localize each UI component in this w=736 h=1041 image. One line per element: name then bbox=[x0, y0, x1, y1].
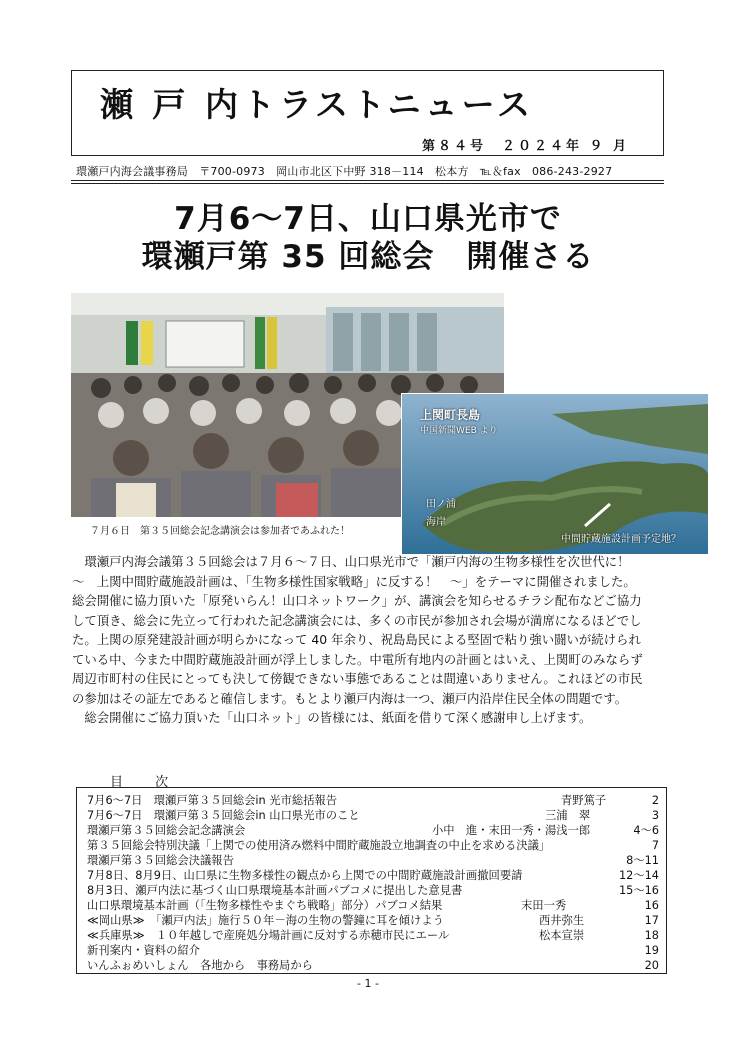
toc-item-page: 3 bbox=[651, 809, 659, 822]
toc-item-page: 7 bbox=[651, 839, 659, 852]
toc-item-page: 4～6 bbox=[633, 824, 659, 837]
body-line: の参加はその証左であると確信します。もとより瀬戸内海は一つ、瀬戸内沿岸住民全体の問題です。 bbox=[72, 690, 628, 706]
toc-item-title: 7月8日、8月9日、山口県に生物多様性の観点から上関での中間貯蔵施設計画撤回要請 bbox=[87, 869, 523, 882]
toc-heading: 目 次 bbox=[110, 775, 183, 790]
divider-top bbox=[71, 180, 664, 181]
toc-item[interactable] bbox=[87, 839, 665, 852]
toc-item[interactable] bbox=[87, 869, 665, 882]
article-body bbox=[72, 552, 672, 728]
toc-item-page: 17 bbox=[644, 914, 659, 927]
headline-line-1: 7月6～7日、山口県光市で bbox=[174, 201, 562, 237]
toc-item[interactable] bbox=[87, 884, 665, 897]
toc-item[interactable] bbox=[87, 809, 665, 822]
toc-item-title: 8月3日、瀬戸内法に基づく山口県環境基本計画パブコメに提出した意見書 bbox=[87, 884, 463, 897]
toc-item[interactable] bbox=[87, 794, 665, 807]
toc-item[interactable] bbox=[87, 929, 665, 942]
toc-item[interactable] bbox=[87, 959, 665, 972]
body-line: 総会開催にご協力頂いた「山口ネット」の皆様には、紙面を借りて深く感謝申し上げます。 bbox=[72, 710, 592, 725]
issue-number: 第８４号 ２０２４年 ９ 月 bbox=[421, 139, 629, 154]
toc-item-page: 2 bbox=[651, 794, 659, 807]
toc-item-page: 19 bbox=[644, 944, 659, 957]
toc-item-title: 環瀬戸第３５回総会決議報告 bbox=[87, 854, 234, 867]
toc-item-title: 山口県環境基本計画（「生物多様性やまぐち戦略」部分）パブコメ結果 bbox=[87, 899, 443, 912]
toc-item-author: 松本宣崇 bbox=[539, 929, 585, 942]
inset-label-coast: 海岸 bbox=[426, 517, 446, 528]
table-of-contents bbox=[76, 787, 667, 974]
toc-item-page: 15～16 bbox=[618, 884, 659, 897]
masthead-box bbox=[71, 70, 664, 156]
toc-item-page: 8～11 bbox=[626, 854, 659, 867]
toc-item-author: 西井弥生 bbox=[539, 914, 585, 927]
newsletter-title: 瀬 戸 内トラストニュース bbox=[100, 85, 535, 124]
toc-item[interactable] bbox=[87, 914, 665, 927]
toc-item-author: 小中 進・末田一秀・湯浅一郎 bbox=[432, 824, 591, 837]
toc-item[interactable] bbox=[87, 899, 665, 912]
toc-item-title: 7月6～7日 環瀬戸第３５回総会in 山口県光市のこと bbox=[87, 809, 360, 822]
toc-item-author: 青野篤子 bbox=[561, 794, 607, 807]
toc-item-title: ≪兵庫県≫ １０年越しで産廃処分場計画に反対する赤穂市民にエール bbox=[87, 929, 450, 942]
toc-item-author: 三浦 翠 bbox=[545, 809, 591, 822]
toc-item[interactable] bbox=[87, 824, 665, 837]
meeting-photo-caption: ７月６日 第３５回総会記念講演会は参加者であふれた！ bbox=[90, 526, 350, 537]
toc-item-page: 18 bbox=[644, 929, 659, 942]
toc-item-author: 末田一秀 bbox=[521, 899, 567, 912]
body-line: ～ 上関中間貯蔵施設計画は、「生物多様性国家戦略」に反する！ ～」をテーマに開催されました。 bbox=[72, 573, 636, 589]
toc-item[interactable] bbox=[87, 854, 665, 867]
inset-label-tanoura: 田ノ浦 bbox=[426, 499, 456, 510]
inset-title: 上関町長島 bbox=[420, 408, 481, 422]
toc-item-title: 新刊案内・資料の紹介 bbox=[87, 944, 200, 957]
toc-item-title: 7月6～7日 環瀬戸第３５回総会in 光市総括報告 bbox=[87, 794, 338, 807]
inset-source: 中国新聞WEB より bbox=[420, 426, 498, 436]
divider-top-2 bbox=[71, 183, 664, 184]
toc-item-title: いんふぉめいしょん 各地から 事務局から bbox=[87, 959, 313, 972]
page-number: - 1 - bbox=[357, 977, 379, 990]
toc-item-title: 環瀬戸第３５回総会記念講演会 bbox=[87, 824, 246, 837]
aerial-island-photo bbox=[401, 393, 709, 555]
toc-item-page: 16 bbox=[644, 899, 659, 912]
body-line: ている中、今また中間貯蔵施設計画が浮上しました。中電所有地内の計画とはいえ、上関町のみならず bbox=[72, 651, 643, 667]
body-line: た。上関の原発建設計画が明らかになって 40 年余り、祝島島民による堅固で粘り強い闘いが続けられ bbox=[72, 632, 641, 647]
body-line: して頂き、総会に先立って行われた記念講演会には、多くの市民が参加され会場が満席になるほどでし bbox=[72, 612, 642, 628]
office-address: 環瀬戸内海会議事務局 〒700-0973 岡山市北区下中野 318－114 松本方 ℡＆fax 086-243-2927 bbox=[76, 165, 613, 178]
toc-item-page: 12～14 bbox=[618, 869, 659, 882]
body-line: 環瀬戸内海会議第３５回総会は７月６～７日、山口県光市で「瀬戸内海の生物多様性を次世代に！ bbox=[72, 554, 630, 569]
inset-label-site: 中間貯蔵施設計画予定地？ bbox=[561, 534, 681, 545]
toc-item-title: 第３５回総会特別決議「上関での使用済み燃料中間貯蔵施設立地調査の中止を求める決議」 bbox=[87, 839, 551, 852]
toc-item-title: ≪岡山県≫ 「瀬戸内法」施行５０年－海の生物の警鐘に耳を傾けよう bbox=[87, 914, 444, 927]
headline-line-2: 環瀬戸第 35 回総会 開催さる bbox=[141, 239, 595, 275]
body-line: 周辺市町村の住民にとっても決して傍観できない事態であることは間違いありません。これほどの市民 bbox=[72, 671, 643, 686]
toc-item-page: 20 bbox=[644, 959, 659, 972]
body-line: 総会開催に協力頂いた「原発いらん！山口ネットワーク」が、講演会を知らせるチラシ配布などご協力 bbox=[72, 593, 642, 608]
toc-item[interactable] bbox=[87, 944, 665, 957]
